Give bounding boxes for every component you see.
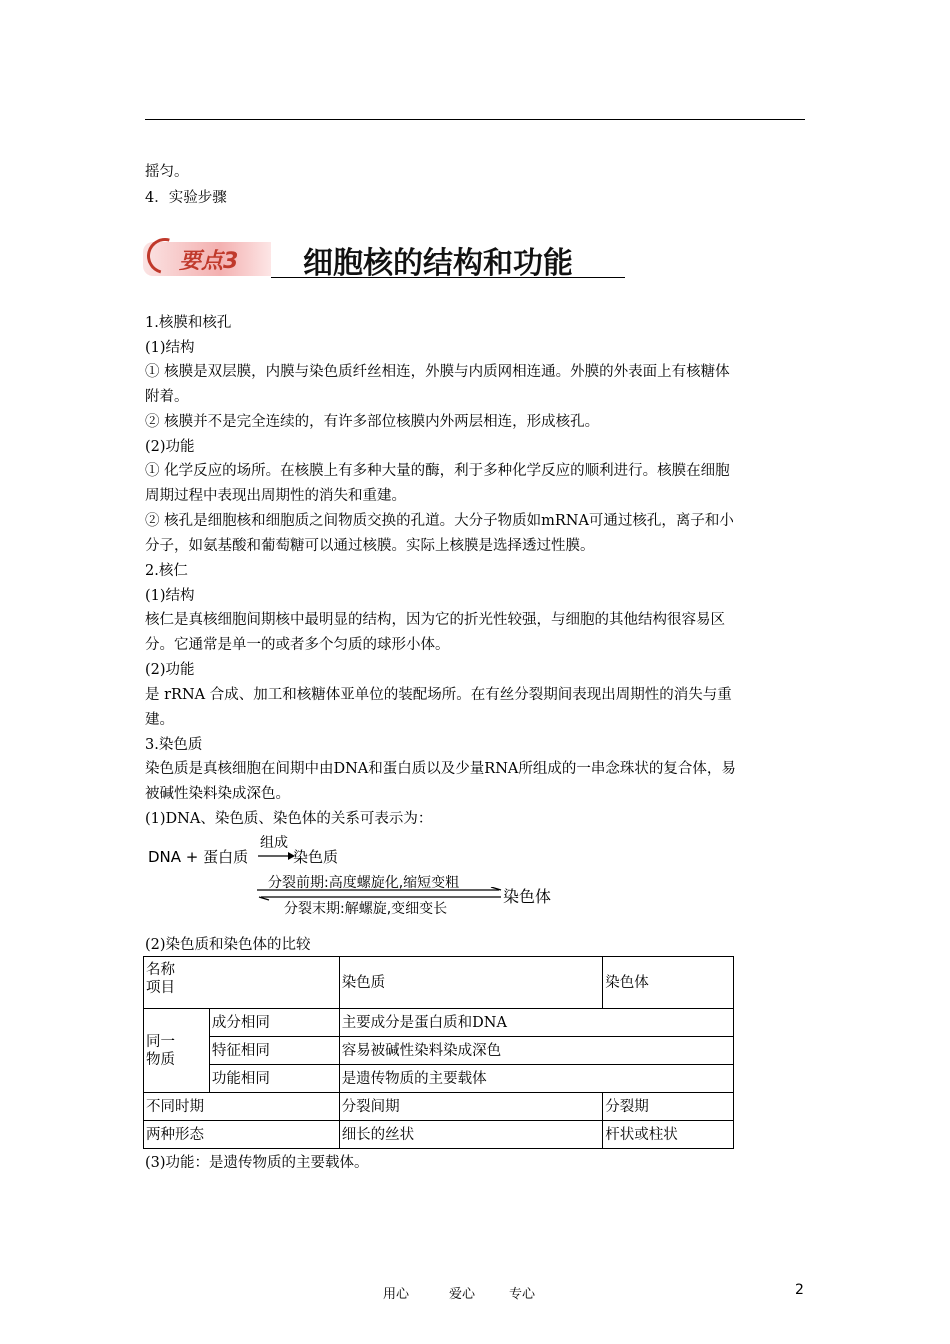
table-header-row (144, 957, 734, 1009)
forward-condition: 分裂前期:高度螺旋化,缩短变粗 (268, 875, 460, 891)
row-value-chromatin: 细长的丝状 (339, 1121, 603, 1149)
row-value-chromatin: 分裂间期 (339, 1093, 603, 1121)
row-item: 不同时期 (144, 1093, 340, 1121)
section-heading: 2.核仁 (145, 563, 188, 579)
header-item: 项目 (146, 980, 175, 996)
equation-product: 染色体 (503, 887, 552, 906)
text-line: (1)DNA、染色质、染色体的关系可表示为： (145, 811, 433, 827)
row-value-chromosome: 杆状或柱状 (603, 1121, 734, 1149)
footer-text: 专心 (509, 1287, 536, 1302)
table-row (144, 1121, 734, 1149)
section-heading: 1.核膜和核孔 (145, 315, 232, 331)
comparison-table (143, 956, 734, 1149)
row-item: 成分相同 (209, 1009, 339, 1037)
row-value: 主要成分是蛋白质和DNA (339, 1009, 733, 1037)
table-row (144, 1065, 734, 1093)
text-line: 周期过程中表现出周期性的消失和重建。 (145, 488, 406, 504)
table-row (144, 1093, 734, 1121)
row-value: 是遗传物质的主要载体 (339, 1065, 733, 1093)
header-name: 名称 (146, 962, 175, 978)
row-item: 特征相同 (209, 1037, 339, 1065)
row-item: 功能相同 (209, 1065, 339, 1093)
same-label-2: 物质 (146, 1051, 175, 1068)
text-line: 摇匀。 (145, 164, 189, 180)
text-line: 被碱性染料染成深色。 (145, 786, 290, 802)
text-line: 建。 (145, 712, 174, 728)
subheading: (1)结构 (145, 588, 195, 604)
text-line: ② 核膜并不是完全连续的，有许多部位核膜内外两层相连，形成核孔。 (145, 414, 600, 430)
equation-result: 染色质 (293, 848, 339, 866)
row-item: 两种形态 (144, 1121, 340, 1149)
same-label-1: 同一 (146, 1033, 175, 1050)
backward-condition: 分裂末期:解螺旋,变细变长 (284, 901, 448, 917)
subheading: (2)染色质和染色体的比较 (145, 937, 311, 953)
subheading: (2)功能 (145, 439, 195, 455)
section-banner (143, 236, 625, 282)
text-line: 是 rRNA 合成、加工和核糖体亚单位的装配场所。在有丝分裂期间表现出周期性的消失与重 (145, 687, 732, 703)
text-line: 染色质是真核细胞在间期中由DNA和蛋白质以及少量RNA所组成的一串念珠状的复合体，易 (145, 761, 736, 777)
page-number: 2 (795, 1282, 804, 1298)
text-line: ① 化学反应的场所。在核膜上有多种大量的酶，利于多种化学反应的顺利进行。核膜在细胞 (145, 463, 730, 479)
equation-left: DNA + 蛋白质 (148, 848, 249, 866)
arrow-label: 组成 (260, 835, 288, 851)
footer-text: 爱心 (449, 1287, 476, 1302)
banner-tag: 要点3 (179, 249, 239, 274)
row-value: 容易被碱性染料染成深色 (339, 1037, 733, 1065)
text-line: 核仁是真核细胞间期核中最明显的结构，因为它的折光性较强，与细胞的其他结构很容易区 (145, 612, 725, 628)
right-arrow-icon (256, 850, 296, 862)
table-row (144, 1037, 734, 1065)
table-row (144, 1009, 734, 1037)
step-heading: 4．实验步骤 (145, 190, 227, 206)
header-chromosome: 染色体 (603, 957, 734, 1009)
text-line: 分子，如氨基酸和葡萄糖可以通过核膜。实际上核膜是选择透过性膜。 (145, 538, 595, 554)
header-rule (145, 119, 805, 120)
text-line: 附着。 (145, 389, 189, 405)
subheading: (2)功能 (145, 662, 195, 678)
header-corner-cell (144, 957, 340, 1009)
text-line: (3)功能：是遗传物质的主要载体。 (145, 1155, 369, 1171)
row-value-chromosome: 分裂期 (603, 1093, 734, 1121)
text-line: ② 核孔是细胞核和细胞质之间物质交换的孔道。大分子物质如mRNA可通过核孔，离子和小 (145, 513, 734, 529)
banner-underline (271, 277, 625, 278)
section-heading: 3.染色质 (145, 737, 203, 753)
same-substance-cell (144, 1009, 210, 1093)
text-line: 分。它通常是单一的或者多个匀质的球形小体。 (145, 637, 450, 653)
subheading: (1)结构 (145, 340, 195, 356)
footer-text: 用心 (383, 1287, 410, 1302)
text-line: ① 核膜是双层膜，内膜与染色质纤丝相连，外膜与内质网相连通。外膜的外表面上有核糖体 (145, 364, 730, 380)
header-chromatin: 染色质 (339, 957, 603, 1009)
section-title: 细胞核的结构和功能 (303, 246, 573, 281)
